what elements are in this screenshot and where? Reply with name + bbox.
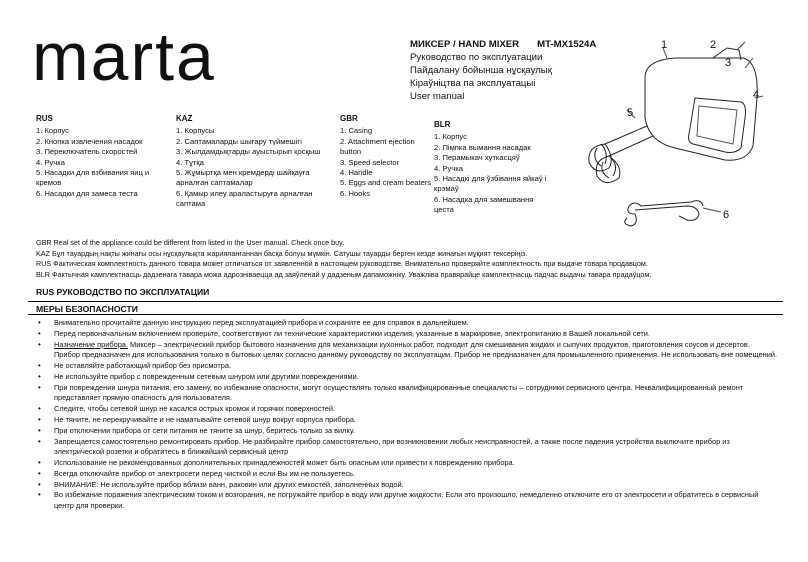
- mixer-body-outline: [645, 58, 760, 160]
- completeness-notes: [36, 238, 776, 280]
- marta-logo: [30, 22, 290, 92]
- header-subtitle-eng: User manual: [410, 91, 465, 102]
- list-item: 3. Жылдамдықтарды ауыстырып қосқыш: [176, 147, 321, 157]
- lang-code-gbr: GBR: [340, 114, 358, 123]
- list-item: • Следите, чтобы сетевой шнур не касался острых кромок и горячих поверхностей.: [36, 404, 780, 414]
- list-item: 3. Переключатель скоростей: [36, 147, 138, 157]
- callout-2: 2: [710, 39, 717, 51]
- list-item: • Не оставляйте работающий прибор без присмотра.: [36, 361, 780, 371]
- lang-code-rus: RUS: [36, 114, 53, 123]
- callout-4: 4: [753, 89, 760, 101]
- list-item: 6. Насадки для замеса теста: [36, 188, 138, 198]
- list-item: • Во избежание поражения электрическим током и возгорания, не погружайте прибор в воду или другие жидкости. Если это произошло, немедленно отключите его от электросети и обратитесь в сервисный центр для проверки.: [36, 490, 780, 511]
- list-item: • Всегда отключайте прибор от электросети перед чисткой и если Вы им не пользуетесь.: [36, 469, 780, 479]
- list-item: • При повреждении шнура питания, его замену, во избежание опасности, могут осуществлять только квалифицированные специалисты – сотрудники сервисного центра. Неквалифицированный ремонт представляет прямую опасность для пользователя.: [36, 383, 780, 404]
- note-blr: BLR Фактычная камплектнасць дадзенага тавара можа адрозніваецца ад заяўленай у дадзеным дапаможніку. Уважліва правярайце камплектнасць падчас выдачы тавара прадаўцом.: [36, 269, 652, 279]
- list-item: 1. Casing: [340, 126, 373, 136]
- note-gbr: GBR Real set of the appliance could be different from listed in the User manual. Check once buy.: [36, 238, 345, 247]
- list-item: • Запрещается самостоятельно ремонтировать прибор. Не разбирайте прибор самостоятельно, при возникновении любых неисправностей, а также после падения устройства выключите прибор из электрической розетки и обратитесь в ближайший сервисный центр: [36, 437, 780, 458]
- list-item: 2. Саптамаларды шығару түймешігі: [176, 136, 302, 146]
- note-kaz: KAZ Бұл тауардың нақты жинағы осы нұсқаулықта жарияланғаннан басқа болуы мүмкін. Сатушы тауарды берген кезде жинағын мұқият тексеріңіз.: [36, 248, 528, 258]
- parts-list-kaz: [176, 114, 338, 210]
- dough-hook-1: [635, 206, 699, 220]
- list-item: 4. Handle: [340, 168, 373, 178]
- mixer-handle-window: [689, 98, 746, 153]
- list-item: 1. Корпус: [434, 132, 467, 142]
- header-subtitle-kaz: Пайдалану бойынша нұсқаулық: [410, 65, 552, 76]
- parts-list-rus: [36, 114, 166, 199]
- list-item: [36, 340, 780, 361]
- list-item: 5. Насадкі для ўзбівання яйкаў і крэмаў: [434, 174, 547, 194]
- list-item: 6. Насадка для замешвання цеста: [434, 194, 534, 215]
- list-item: 5. Eggs and cream beaters: [340, 178, 432, 188]
- list-item: 3. Speed selector: [340, 157, 400, 167]
- list-item: 2. Кнопка извлечения насадок: [36, 136, 143, 146]
- note-rus: RUS Фактическая комплектность данного товара может отличаться от заявленной в настоящем руководстве. Внимательно проверяйте комплектность при выдаче товара продавцом.: [36, 259, 648, 268]
- product-title: МИКСЕР / HAND MIXER: [410, 39, 520, 50]
- list-item: 6. Hooks: [340, 188, 370, 198]
- lang-code-blr: BLR: [434, 120, 451, 129]
- list-item: 1. Корпусы: [176, 126, 215, 136]
- safety-heading-box: [28, 301, 783, 315]
- list-item: 4. Тұтқа: [176, 157, 204, 167]
- list-item: • Внимательно прочитайте данную инструкцию перед эксплуатацией прибора и сохраните ее для справок в дальнейшем.: [36, 318, 780, 328]
- purpose-label: Назначение прибора.: [54, 339, 128, 349]
- safety-list: [36, 318, 780, 512]
- header-subtitle-blr: Кіраўніцтва па эксплуатацыі: [410, 78, 536, 89]
- callout-6: 6: [723, 209, 730, 221]
- lang-code-kaz: KAZ: [176, 114, 193, 123]
- list-item: • Не используйте прибор с поврежденным сетевым шнуром или другими повреждениями.: [36, 372, 780, 382]
- list-item: 5. Жұмыртқа мен кремдерді шайқауға арналған саптамалар: [176, 168, 310, 188]
- list-item: 6. Қамыр илеу араластыруға арналған саптама: [176, 188, 313, 209]
- purpose-text: Миксер – электрический прибор бытового назначения для механизации кухонных работ, подходит для смешивания жидких и сыпучих продуктов, приготовления соусов и десертов.: [127, 339, 750, 349]
- list-item: • При отключении прибора от сети питания не тяните за шнур, беритесь только за вилку.: [36, 426, 780, 436]
- callout-1: 1: [661, 39, 668, 51]
- section-title: RUS РУКОВОДСТВО ПО ЭКСПЛУАТАЦИИ: [36, 287, 210, 297]
- mixer-diagram: [575, 38, 775, 228]
- list-item: 4. Ручка: [434, 163, 463, 173]
- list-item: 1. Корпус: [36, 126, 69, 136]
- safety-heading: МЕРЫ БЕЗОПАСНОСТИ: [36, 304, 138, 314]
- list-item: 2. Attachment ejection button: [340, 136, 415, 157]
- list-item: 5. Насадки для взбивания яиц и кремов: [36, 168, 150, 188]
- list-item: • Использование не рекомендованных дополнительных принадлежностей может быть опасным или привести к повреждению прибора.: [36, 458, 780, 468]
- list-item: 3. Перамыкач хуткасцяў: [434, 153, 520, 163]
- header-subtitle-rus: Руководство по эксплуатации: [410, 52, 543, 63]
- list-item: • Перед первоначальным включением проверьте, соответствуют ли технические характеристики изделия, указанные в маркировке, электропитанию в Вашей локальной сети.: [36, 329, 780, 339]
- model-number: MT-MX1524A: [537, 39, 597, 50]
- purpose-text-2: Прибор предназначен для использования только в бытовых целях согласно данному руководству по эксплуатации. Прибор не предназначен для промышленного применения. Не использовать вне помещений.: [54, 350, 778, 360]
- list-item: • Не тяните, не перекручивайте и не наматывайте сетевой шнур вокруг корпуса прибора.: [36, 415, 780, 425]
- list-item: 4. Ручка: [36, 157, 65, 167]
- callout-5: 5: [627, 107, 634, 119]
- callout-3: 3: [725, 57, 732, 69]
- parts-list-blr: [434, 120, 550, 216]
- parts-list-gbr: [340, 114, 432, 199]
- list-item: • ВНИМАНИЕ: Не используйте прибор вблизи ванн, раковин или других емкостей, заполненных водой.: [36, 480, 780, 490]
- list-item: 2. Пімпка вымання насадак: [434, 142, 531, 152]
- logo-wordmark: marta: [32, 22, 216, 92]
